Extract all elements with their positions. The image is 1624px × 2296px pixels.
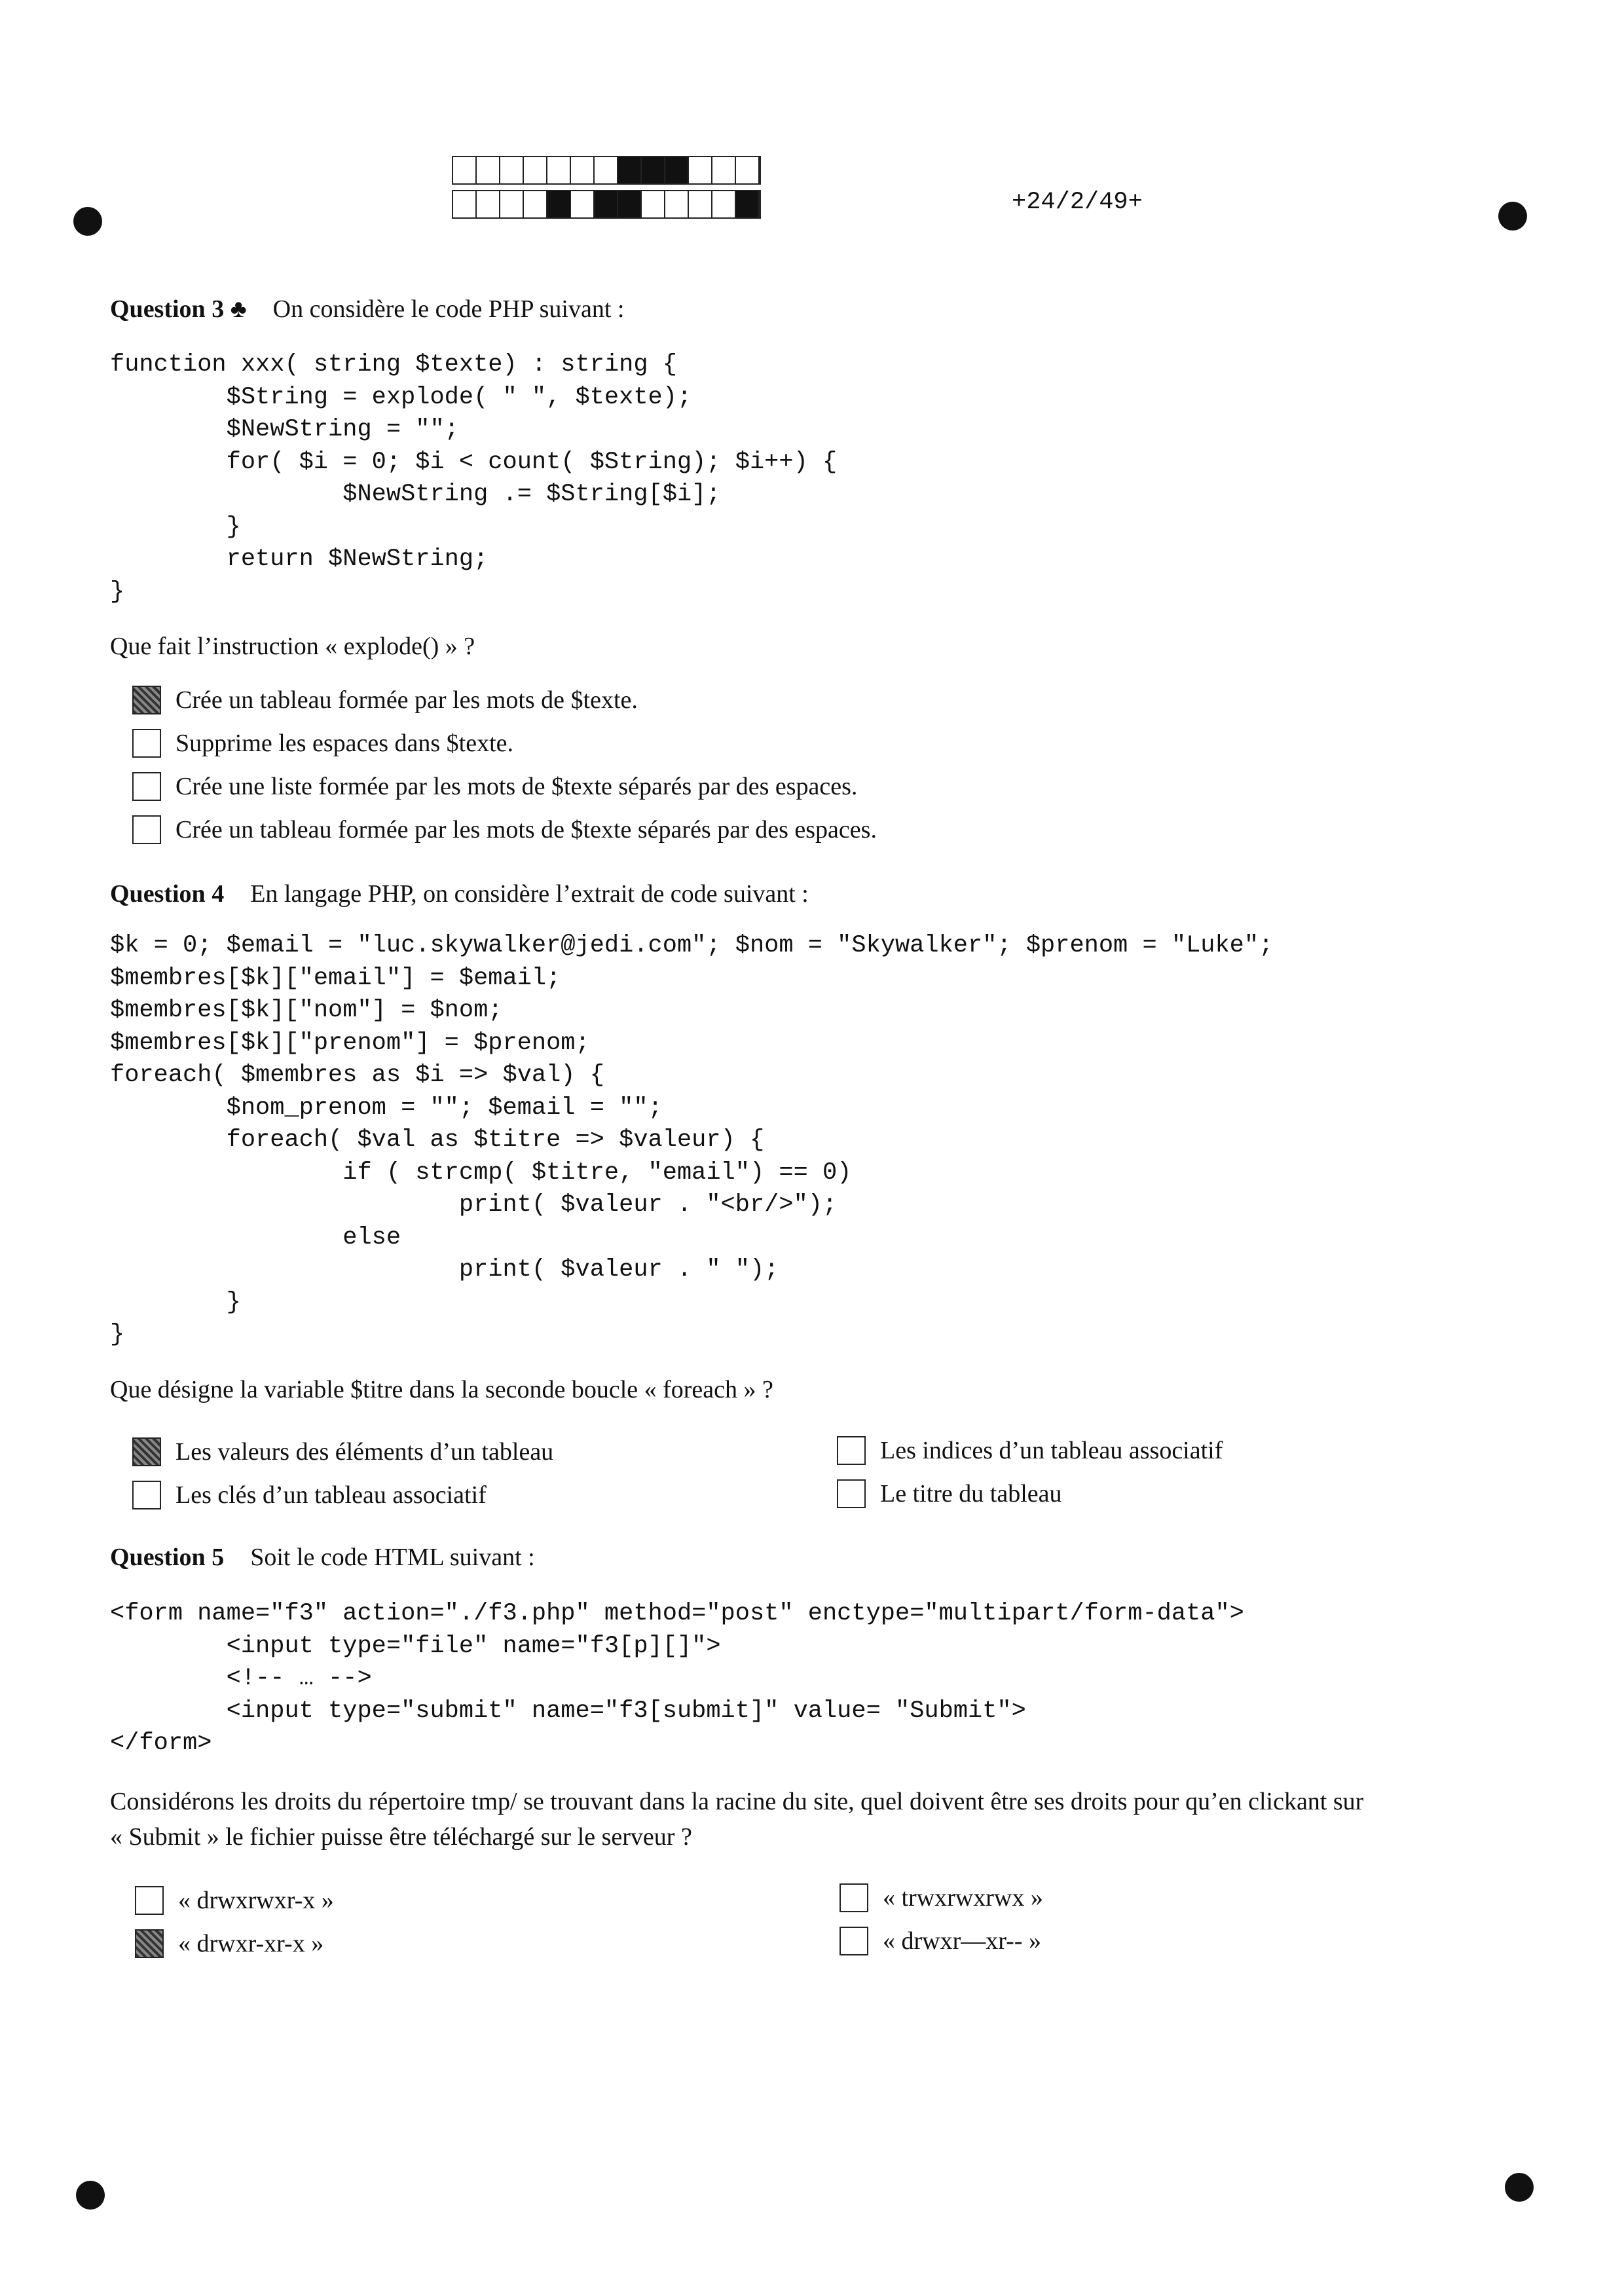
question-3-label: Question 3 ♣ [110,295,247,323]
checkbox-checked[interactable] [132,686,161,714]
barcode-row-2 [452,190,761,219]
question-4-code: $k = 0; $email = "luc.skywalker@jedi.com"; $nom = "Skywalker"; $prenom = "Luke"; $membres[$k]["email"] = $email; $membres[$k]["nom"] = $nom; $membres[$k]["prenom"] = $prenom; foreach( $membres as $i => $val) { $nom_prenom = ""; $email = ""; foreach( $val as $titre => $valeur) { if ( strcmp( $titre, "email") == 0) print( $valeur . "<br/>"); else print( $valeur . " "); } } [110,932,1274,1348]
checkbox[interactable] [132,772,161,801]
page-code: +24/2/49+ [1012,189,1143,216]
question-3-prompt: Que fait l’instruction « explode() » ? [110,633,475,660]
question-4-label: Question 4 [110,880,225,908]
option-label: Crée une liste formée par les mots de $texte séparés par des espaces. [175,773,858,800]
question-3-option-1[interactable] [132,686,638,714]
question-5-label: Question 5 [110,1544,225,1571]
question-5-option-2[interactable] [840,1883,1043,1912]
registration-mark-bottom-right [1505,2173,1534,2202]
question-5-prompt-line-2: « Submit » le fichier puisse être téléchargé sur le serveur ? [110,1823,692,1851]
question-4-option-1[interactable] [132,1437,553,1466]
question-3-text: On considère le code PHP suivant : [272,295,625,323]
checkbox[interactable] [837,1436,866,1465]
question-4-prompt: Que désigne la variable $titre dans la seconde boucle « foreach » ? [110,1376,773,1403]
question-5-option-4[interactable] [840,1927,1041,1955]
question-5-option-3[interactable] [135,1929,323,1958]
option-label: Supprime les espaces dans $texte. [175,730,514,757]
option-label: « drwxrwxr-x » [178,1887,334,1914]
question-3-option-2[interactable] [132,729,513,758]
question-5-text: Soit le code HTML suivant : [250,1544,535,1571]
question-5-prompt-line-1: Considérons les droits du répertoire tmp/ se trouvant dans la racine du site, quel doivent être ses droits pour qu’en clickant sur [110,1788,1364,1815]
checkbox[interactable] [840,1883,868,1912]
option-label: « drwxr-xr-x » [178,1930,324,1957]
registration-mark-bottom-left [76,2181,105,2210]
barcode-row-1 [452,156,761,185]
question-5-header [110,1543,535,1572]
checkbox-checked[interactable] [132,1437,161,1466]
option-label: « drwxr—xr-- » [883,1927,1041,1955]
option-label: Le titre du tableau [880,1480,1062,1508]
question-4-text: En langage PHP, on considère l’extrait de code suivant : [250,880,809,908]
question-3-option-4[interactable] [132,815,877,844]
option-label: Les indices d’un tableau associatif [880,1437,1223,1464]
option-label: Crée un tableau formée par les mots de $texte séparés par des espaces. [175,816,877,843]
question-3-code: function xxx( string $texte) : string { $String = explode( " ", $texte); $NewString = ""; for( $i = 0; $i < count( $String); $i++) { $NewString .= $String[$i]; } return $NewString; } [110,351,838,606]
checkbox[interactable] [837,1479,866,1508]
checkbox[interactable] [840,1927,868,1955]
question-3-option-3[interactable] [132,772,857,801]
question-4-option-4[interactable] [837,1479,1062,1508]
registration-mark-top-right [1498,202,1527,231]
registration-mark-top-left [73,207,102,236]
question-5-option-1[interactable] [135,1886,334,1915]
question-4-header [110,880,809,908]
checkbox[interactable] [135,1886,164,1915]
question-3-header [110,295,624,324]
question-5-code: <form name="f3" action="./f3.php" method="post" enctype="multipart/form-data"> <input type="file" name="f3[p][]"> <!-- … --> <input type="submit" name="f3[submit]" value= "Submit"> </form> [110,1600,1244,1757]
question-4-option-3[interactable] [132,1481,487,1509]
checkbox[interactable] [132,1481,161,1509]
option-label: « trwxrwxrwx » [883,1884,1043,1912]
checkbox[interactable] [132,815,161,844]
option-label: Les clés d’un tableau associatif [175,1481,487,1509]
checkbox-checked[interactable] [135,1929,164,1958]
option-label: Les valeurs des éléments d’un tableau [175,1438,554,1466]
option-label: Crée un tableau formée par les mots de $texte. [175,686,638,714]
question-4-option-2[interactable] [837,1436,1223,1465]
checkbox[interactable] [132,729,161,758]
